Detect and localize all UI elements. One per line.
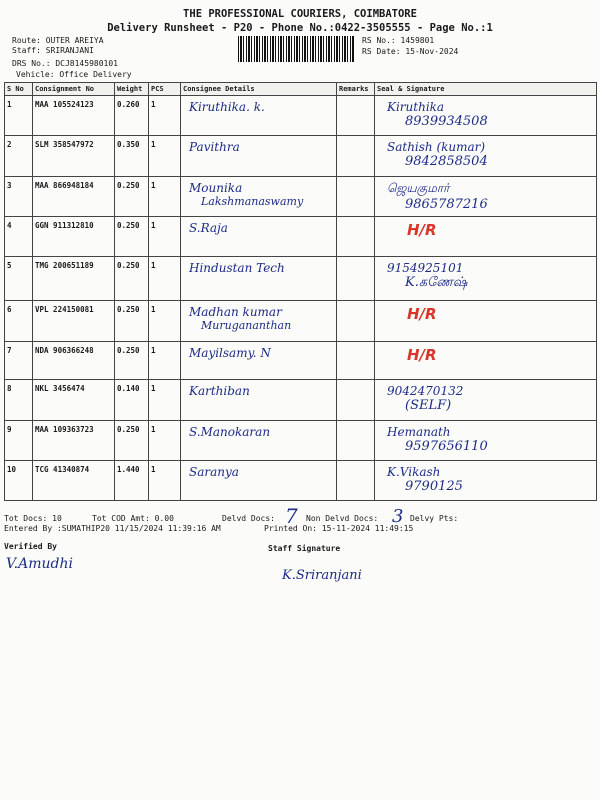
table-row [5,136,597,177]
receiver-signature: ஜெயகுமார் [387,181,450,195]
consignee-details [181,136,337,177]
runsheet-table [4,82,597,501]
pieces: 1 [149,421,181,461]
vehicle-label: Vehicle: Office Delivery [16,70,132,79]
staff-signature-label: Staff Signature [268,544,341,553]
weight: 0.250 [115,421,149,461]
column-header: PCS [149,83,181,96]
remarks [337,380,375,421]
weight: 0.250 [115,217,149,257]
serial-number: 7 [5,342,33,380]
weight: 1.440 [115,461,149,501]
total-docs: Tot Docs: 10 [4,514,62,523]
weight: 0.140 [115,380,149,421]
consignment-number: GGN 911312810 [33,217,115,257]
serial-number: 2 [5,136,33,177]
receiver-signature: Kiruthika [387,100,445,114]
column-header: Consignee Details [181,83,337,96]
consignee-name: Pavithra [189,140,240,154]
table-header-row [5,83,597,96]
seal-signature [375,461,597,501]
consignee-name: S.Raja [189,221,228,235]
pieces: 1 [149,96,181,136]
drs-number: DRS No.: DCJ8145980101 [12,59,118,68]
pieces: 1 [149,177,181,217]
receiver-phone: (SELF) [405,398,452,413]
table-row [5,177,597,217]
serial-number: 4 [5,217,33,257]
table-row [5,257,597,301]
consignee-name: Kiruthika. k. [189,100,265,114]
remarks [337,301,375,342]
remarks [337,177,375,217]
verified-by-signature: V.Amudhi [6,556,73,572]
consignee-details [181,217,337,257]
delivered-docs-label: Delvd Docs: [222,514,275,523]
returned-mark: H/R [407,346,437,364]
table-row [5,421,597,461]
serial-number: 8 [5,380,33,421]
consignee-details [181,301,337,342]
receiver-signature: K.Vikash [387,465,441,479]
column-header: Remarks [337,83,375,96]
seal-signature [375,177,597,217]
table-row [5,342,597,380]
remarks [337,421,375,461]
returned-mark: H/R [407,221,437,239]
receiver-phone: 9597656110 [405,439,488,454]
receiver-phone: 9790125 [405,479,463,494]
receiver-phone: K.கணேஷ் [405,275,468,290]
seal-signature [375,96,597,136]
weight: 0.350 [115,136,149,177]
receiver-phone: 9865787216 [405,197,488,212]
weight: 0.250 [115,342,149,380]
pieces: 1 [149,342,181,380]
consignee-details [181,421,337,461]
consignee-name: Saranya [189,465,239,479]
consignee-name: S.Manokaran [189,425,271,439]
consignee-name: Mounika [189,181,243,195]
weight: 0.250 [115,177,149,217]
pieces: 1 [149,301,181,342]
remarks [337,217,375,257]
pieces: 1 [149,380,181,421]
consignee-details [181,257,337,301]
table-row [5,96,597,136]
consignee-name: Madhan kumar [189,305,282,319]
remarks [337,342,375,380]
consignee-details [181,461,337,501]
total-cod-amount: Tot COD Amt: 0.00 [92,514,174,523]
receiver-signature: Sathish (kumar) [387,140,486,154]
consignee-name-line2: Murugananthan [201,319,292,332]
weight: 0.250 [115,301,149,342]
pieces: 1 [149,257,181,301]
staff-label: Staff: SRIRANJANI [12,46,94,55]
consignment-number: TCG 41340874 [33,461,115,501]
receiver-phone: 9842858504 [405,154,488,169]
pieces: 1 [149,461,181,501]
consignment-number: VPL 224150081 [33,301,115,342]
column-header: Seal & Signature [375,83,597,96]
receiver-phone: 8939934508 [405,114,488,129]
seal-signature [375,342,597,380]
column-header: S No [5,83,33,96]
staff-signature: K.Sriranjani [282,568,362,583]
weight: 0.260 [115,96,149,136]
pieces: 1 [149,136,181,177]
serial-number: 3 [5,177,33,217]
consignment-number: MAA 109363723 [33,421,115,461]
seal-signature [375,301,597,342]
remarks [337,96,375,136]
consignee-name: Hindustan Tech [189,261,285,275]
remarks [337,461,375,501]
returned-mark: H/R [407,305,437,323]
seal-signature [375,257,597,301]
pieces: 1 [149,217,181,257]
seal-signature [375,217,597,257]
serial-number: 6 [5,301,33,342]
remarks [337,257,375,301]
consignment-number: NKL 3456474 [33,380,115,421]
barcode-image [238,36,354,62]
receiver-signature: Hemanath [387,425,451,439]
consignment-number: SLM 358547972 [33,136,115,177]
remarks [337,136,375,177]
sheet-title: Delivery Runsheet - P20 - Phone No.:0422-3505555 - Page No.:1 [107,22,493,34]
receiver-signature: 9154925101 [387,261,464,275]
consignee-details [181,380,337,421]
consignment-number: MAA 105524123 [33,96,115,136]
serial-number: 10 [5,461,33,501]
seal-signature [375,421,597,461]
consignment-number: TMG 200651189 [33,257,115,301]
serial-number: 9 [5,421,33,461]
consignee-details [181,342,337,380]
consignee-details [181,177,337,217]
delivery-points-label: Delvy Pts: [410,514,459,523]
company-title: THE PROFESSIONAL COURIERS, COIMBATORE [183,8,417,20]
non-delivered-docs-count: 3 [392,506,404,527]
consignment-number: MAA 866948184 [33,177,115,217]
consignee-details [181,96,337,136]
serial-number: 1 [5,96,33,136]
non-delivered-docs-label: Non Delvd Docs: [306,514,379,523]
table-row [5,217,597,257]
consignment-number: NDA 906366248 [33,342,115,380]
consignee-name: Karthiban [189,384,250,398]
rs-number: RS No.: 1459801 [362,36,435,45]
consignee-name-line2: Lakshmanaswamy [201,195,304,208]
seal-signature [375,136,597,177]
entered-by: Entered By :SUMATHIP20 11/15/2024 11:39:16 AM [4,524,221,533]
delivered-docs-count: 7 [285,504,298,528]
rs-date: RS Date: 15-Nov-2024 [362,47,459,56]
serial-number: 5 [5,257,33,301]
route-label: Route: OUTER AREIYA [12,36,104,45]
table-row [5,380,597,421]
seal-signature [375,380,597,421]
weight: 0.250 [115,257,149,301]
consignee-name: Mayilsamy. N [189,346,271,360]
receiver-signature: 9042470132 [387,384,464,398]
column-header: Consignment No [33,83,115,96]
verified-by-label: Verified By [4,542,57,551]
table-row [5,301,597,342]
column-header: Weight [115,83,149,96]
table-row [5,461,597,501]
printed-on: Printed On: 15-11-2024 11:49:15 [264,524,414,533]
